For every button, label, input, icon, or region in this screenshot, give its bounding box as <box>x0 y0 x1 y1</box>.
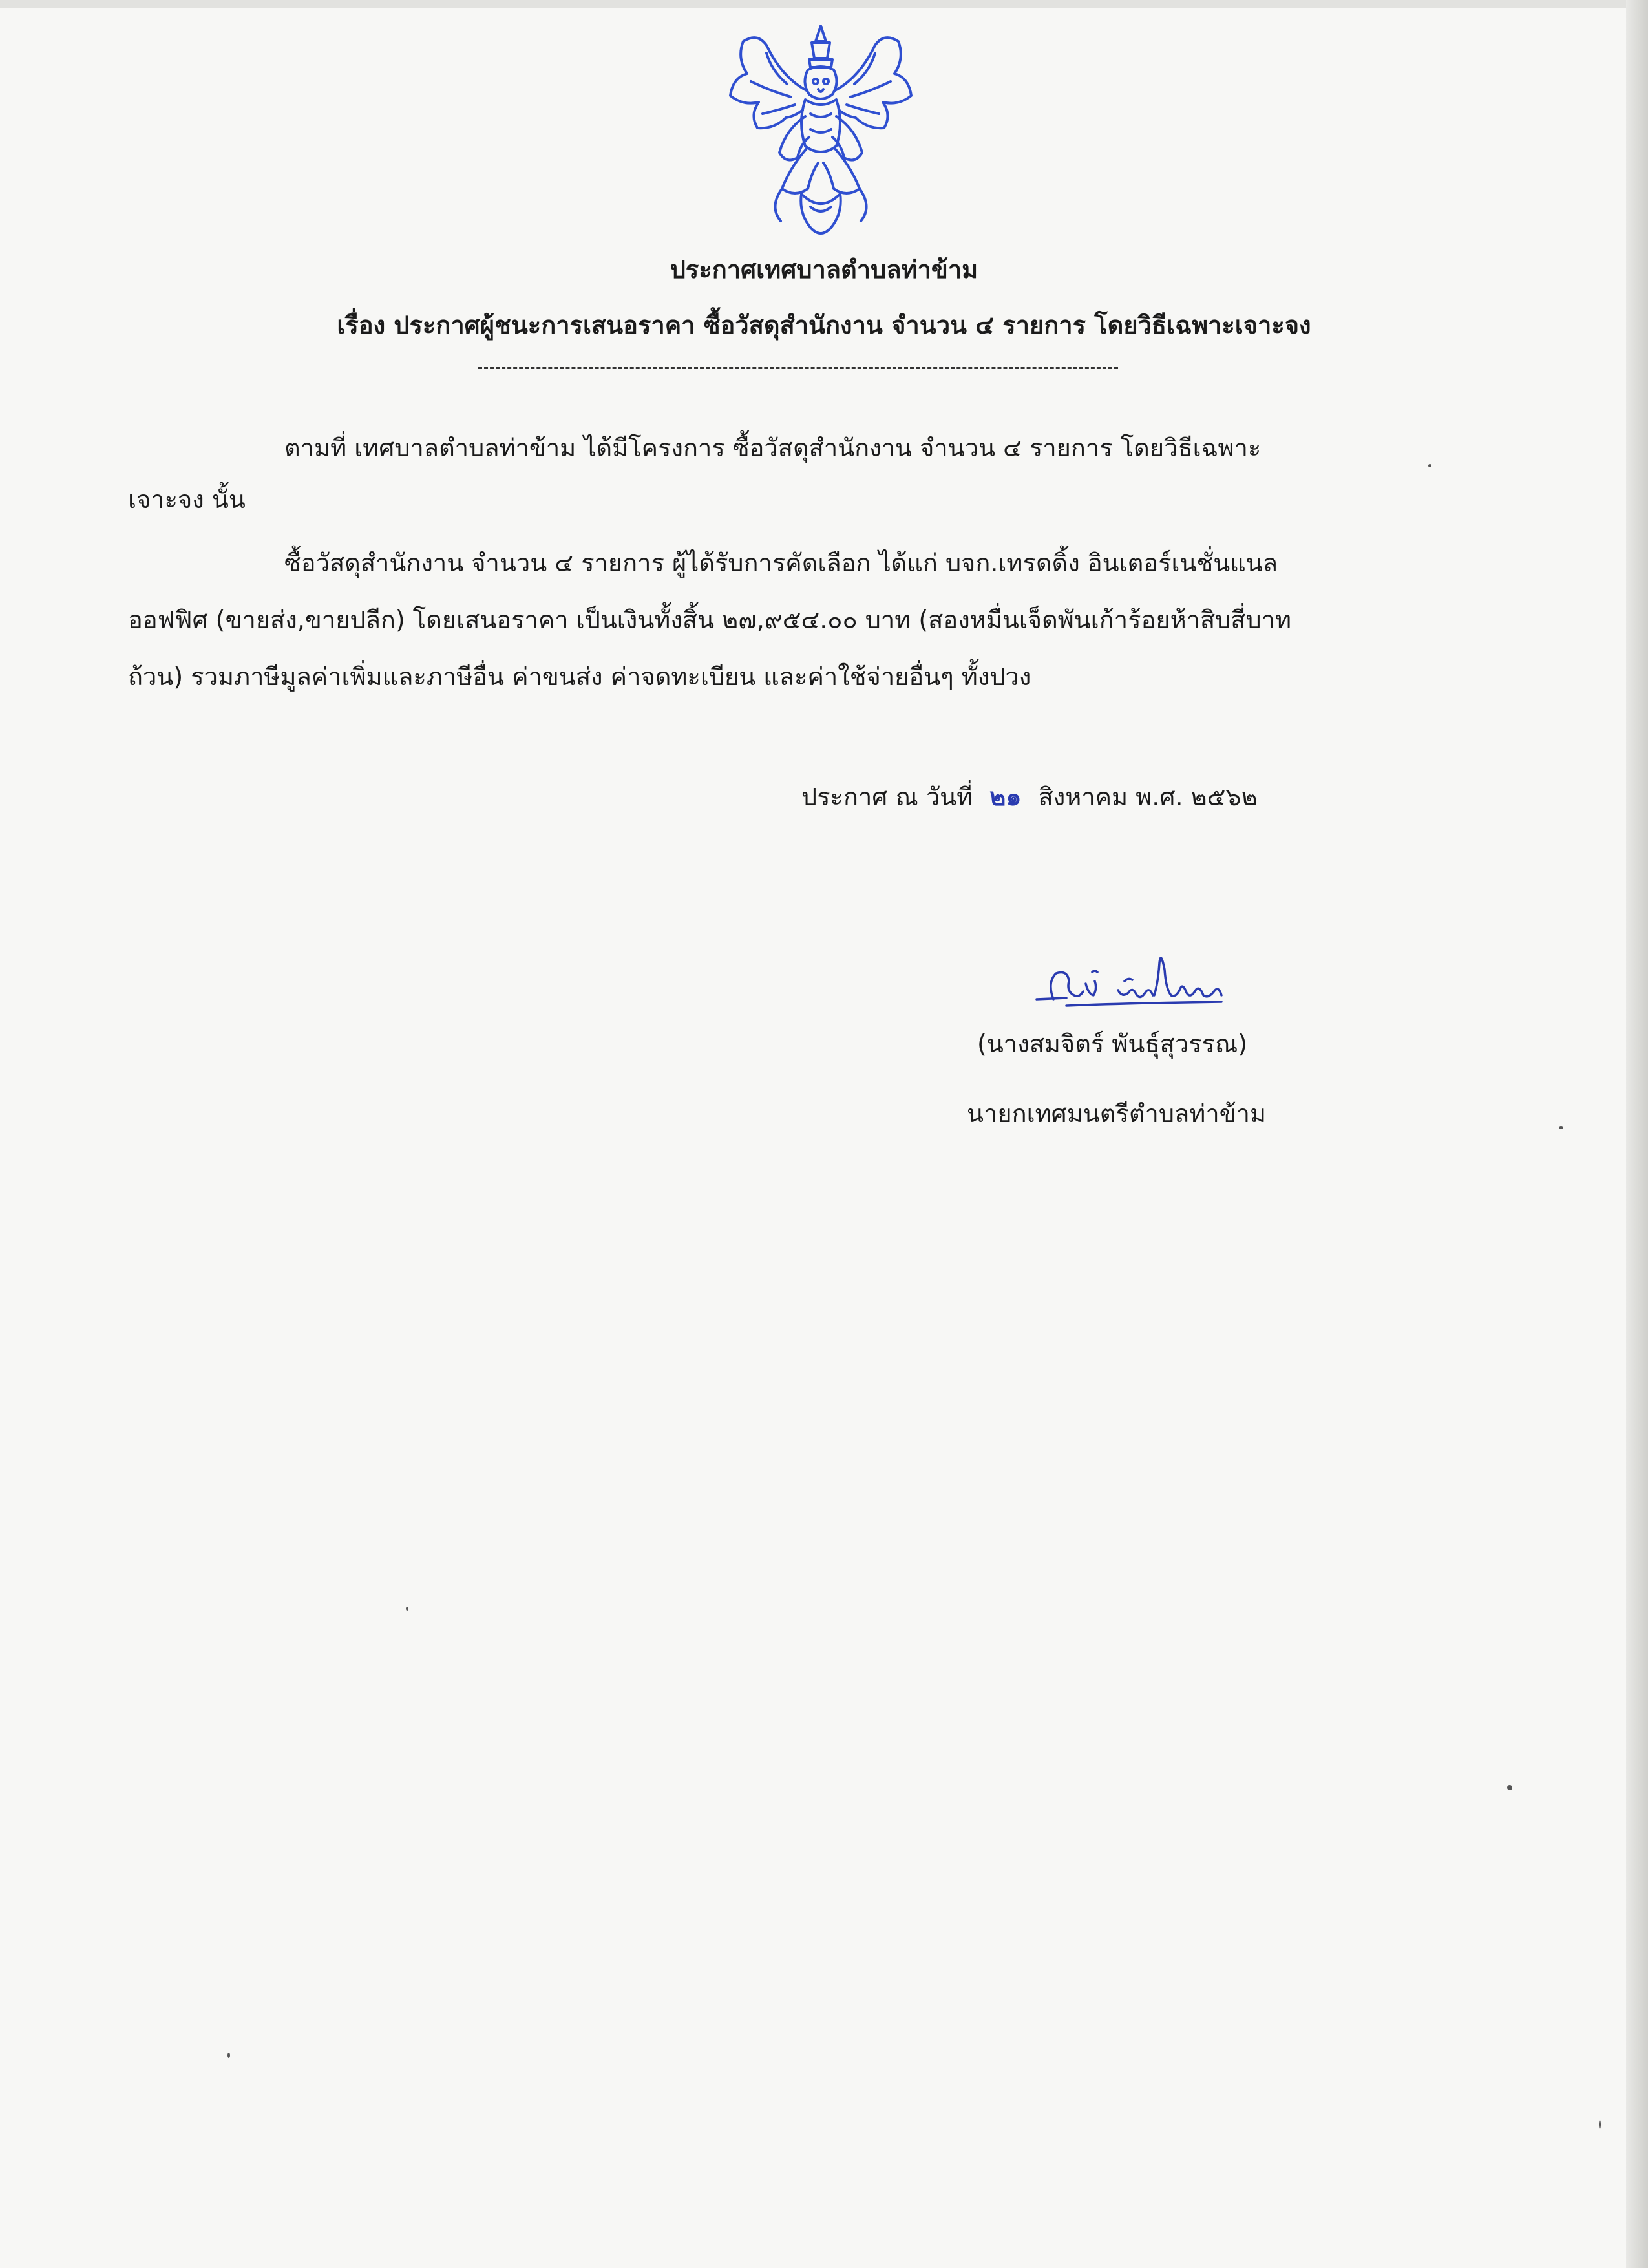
document-subject: เรื่อง ประกาศผู้ชนะการเสนอราคา ซื้อวัสดุสำนักงาน จำนวน ๔ รายการ โดยวิธีเฉพาะเจาะจง <box>337 311 1311 339</box>
announcement-date <box>801 781 1258 813</box>
date-prefix: ประกาศ ณ วันที่ <box>801 783 973 811</box>
scan-speck <box>1428 464 1431 467</box>
date-day: ๒๑ <box>989 783 1022 811</box>
paragraph-2-line-1: ซื้อวัสดุสำนักงาน จำนวน ๔ รายการ ผู้ได้รับการคัดเลือก ได้แก่ บจก.เทรดดิ้ง อินเตอร์เนชั่นแนล <box>284 549 1278 577</box>
handwritten-signature <box>1028 944 1247 1021</box>
garuda-emblem-icon <box>704 19 937 252</box>
scan-speck <box>1599 2120 1601 2129</box>
scan-speck <box>227 2053 230 2058</box>
scan-edge-top <box>0 0 1648 8</box>
paragraph-2-line-3: ถ้วน) รวมภาษีมูลค่าเพิ่มและภาษีอื่น ค่าขนส่ง ค่าจดทะเบียน และค่าใช้จ่ายอื่นๆ ทั้งปวง <box>128 662 1031 691</box>
paragraph-1-line-1: ตามที่ เทศบาลตำบลท่าข้าม ได้มีโครงการ ซื้อวัสดุสำนักงาน จำนวน ๔ รายการ โดยวิธีเฉพาะ <box>284 434 1262 462</box>
signer-name: (นางสมจิตร์ พันธุ์สุวรรณ) <box>977 1030 1248 1058</box>
scan-speck <box>1507 1785 1512 1790</box>
scan-speck <box>1559 1126 1563 1129</box>
paragraph-2-line-2: ออฟฟิศ (ขายส่ง,ขายปลีก) โดยเสนอราคา เป็นเงินทั้งสิ้น ๒๗,๙๕๔.๐๐ บาท (สองหมื่นเจ็ดพันเก้าร้อยห้าสิบสี่บาท <box>128 606 1292 634</box>
scan-speck <box>406 1607 408 1611</box>
header-divider <box>478 367 1118 371</box>
signer-position: นายกเทศมนตรีตำบลท่าข้าม <box>967 1099 1267 1128</box>
document-title: ประกาศเทศบาลตำบลท่าข้าม <box>670 255 978 284</box>
paragraph-1-line-2: เจาะจง นั้น <box>128 485 246 514</box>
date-month-year: สิงหาคม พ.ศ. ๒๕๖๒ <box>1038 783 1258 811</box>
